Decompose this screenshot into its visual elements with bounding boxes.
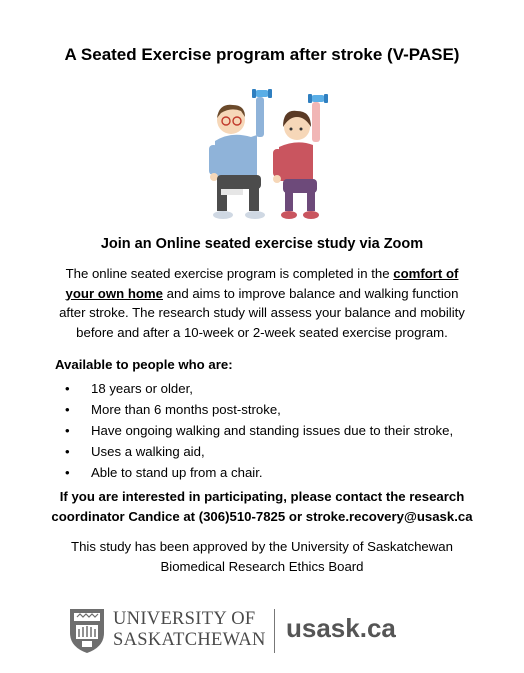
study-subtitle: Join an Online seated exercise study via Zoom	[100, 236, 424, 252]
bullet-icon: •	[65, 465, 70, 480]
woman-figure	[273, 94, 328, 219]
ethics-approval: This study has been approved by the University of Saskatchewan Biomedical Research Ethics Board	[71, 539, 453, 574]
bullet-icon: •	[65, 423, 70, 438]
website-link[interactable]: usask.ca	[286, 613, 396, 643]
eligibility-list	[65, 378, 453, 483]
shield-icon	[68, 607, 106, 655]
intro-text-1: The online seated exercise program is completed in the	[65, 266, 394, 281]
eligibility-heading: Available to people who are:	[55, 357, 233, 372]
bullet-icon: •	[65, 381, 70, 396]
intro-emphasis: comfort of your own home	[65, 266, 459, 301]
eligibility-item: • Uses a walking aid,	[65, 441, 453, 462]
man-figure	[209, 89, 272, 219]
university-name: UNIVERSITY OF SASKATCHEWAN	[113, 609, 266, 650]
intro-text-2: and aims to improve balance and walking function after stroke. The research study will assess your balance and mobility before and after a 10-week or 2-week seated exercise program.	[59, 285, 465, 340]
eligibility-item: • Able to stand up from a chair.	[65, 462, 453, 483]
page-title: A Seated Exercise program after stroke (V-PASE)	[64, 45, 460, 64]
eligibility-item: • 18 years or older,	[65, 378, 453, 399]
logo-divider	[274, 609, 275, 653]
bullet-icon: •	[65, 402, 70, 417]
eligibility-item: • Have ongoing walking and standing issues due to their stroke,	[65, 420, 453, 441]
bullet-icon: •	[65, 444, 70, 459]
intro-paragraph	[52, 264, 472, 342]
contact-info: If you are interested in participating, please contact the research coordinator Candice at (306)510-7825 or stroke.recovery@usask.ca	[51, 489, 473, 524]
seated-exercise-illustration	[193, 85, 345, 229]
eligibility-item: • More than 6 months post-stroke,	[65, 399, 453, 420]
university-logo	[68, 607, 428, 657]
